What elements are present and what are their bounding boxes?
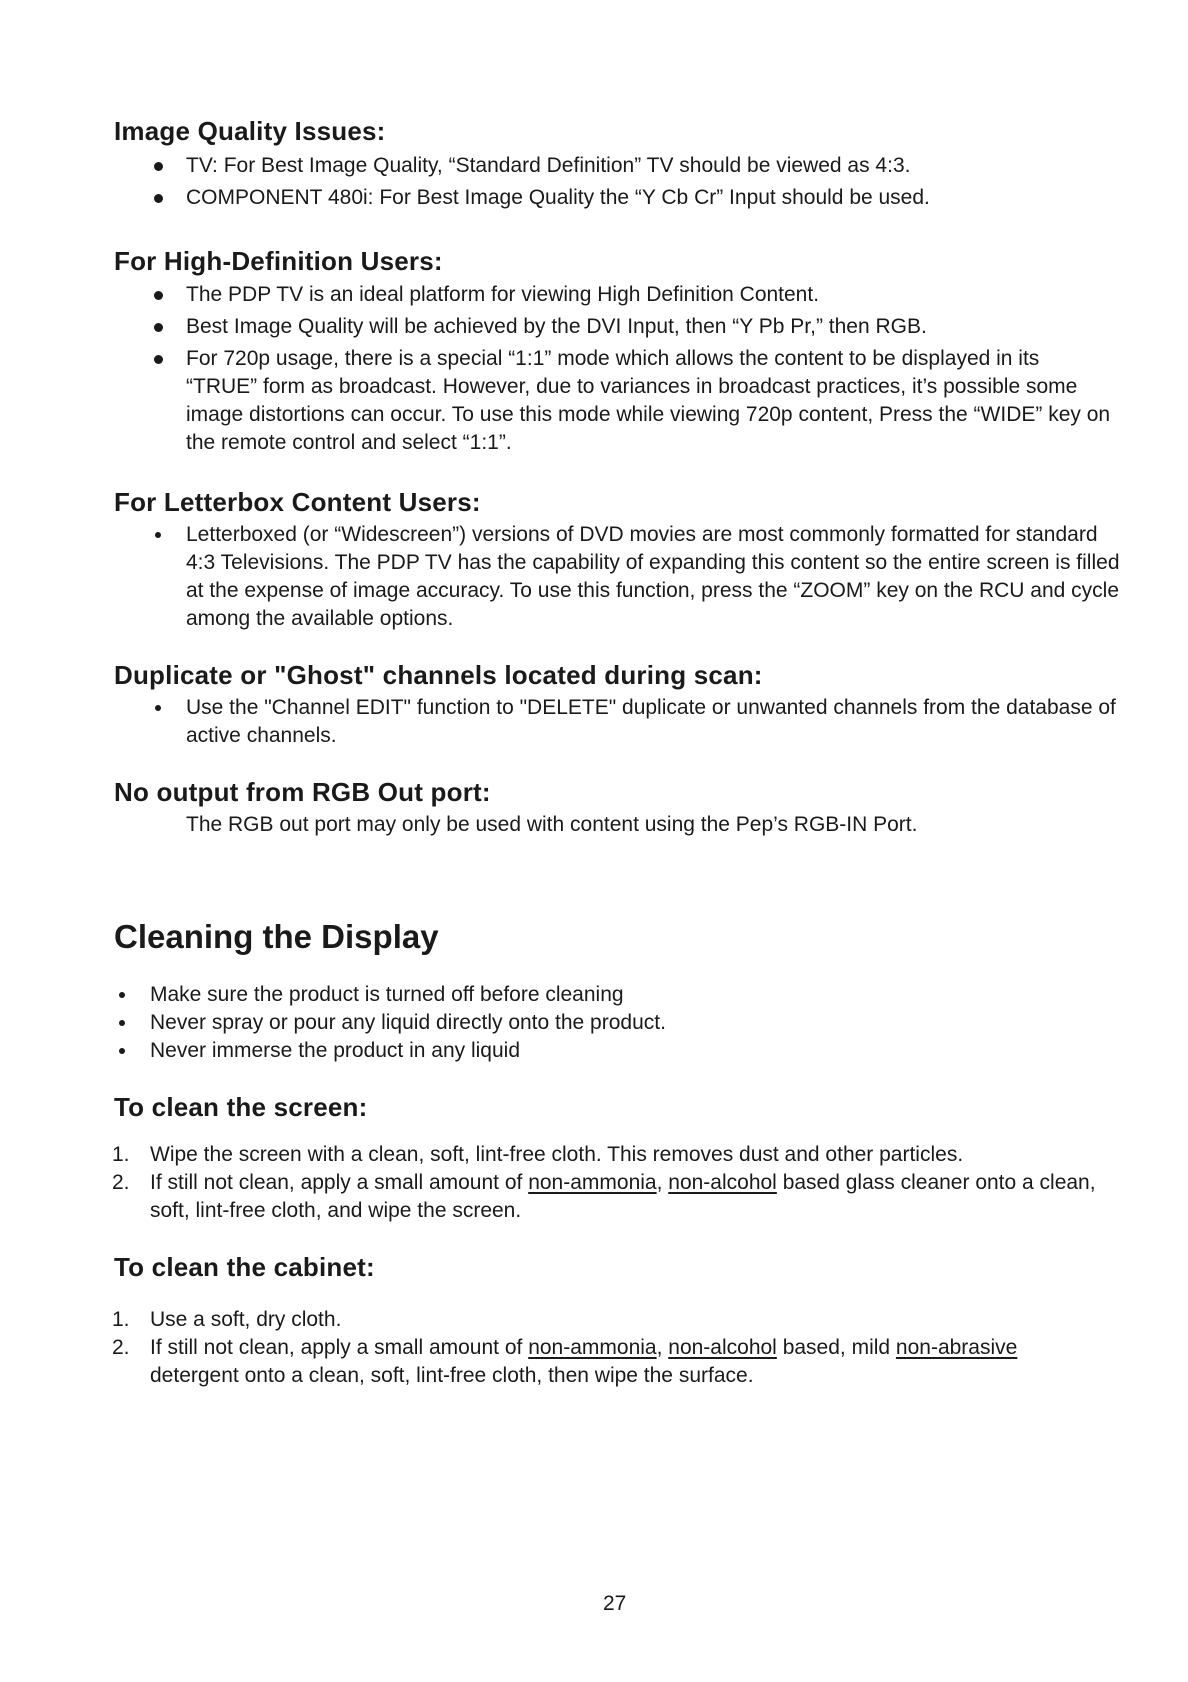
list-item: Never spray or pour any liquid directly onto the product. (150, 1009, 1110, 1037)
section-title-clean-cabinet: To clean the cabinet: (114, 1252, 375, 1282)
section-title-ghost-channels: Duplicate or "Ghost" channels located during scan: (114, 660, 763, 690)
list-item: For 720p usage, there is a special “1:1” mode which allows the content to be displayed in its “TRUE” form as broadcast. However, due to variances in broadcast practices, it’s possible some image distortions can occur. To use this mode while viewing 720p content, Press the “WIDE” key on the remote control and select “1:1”. (186, 345, 1116, 457)
list-item: 1. Wipe the screen with a clean, soft, lint-free cloth. This removes dust and other particles. (112, 1143, 964, 1166)
section-title-letterbox: For Letterbox Content Users: (114, 487, 481, 517)
page-number: 27 (603, 1592, 627, 1615)
section-title-clean-screen: To clean the screen: (114, 1092, 368, 1122)
list-item: 2. If still not clean, apply a small amount of non-ammonia, non-alcohol based, mild non-abrasive detergent onto a clean, soft, lint-free cloth, then wipe the surface. (112, 1336, 1018, 1387)
section-title-high-definition: For High-Definition Users: (114, 246, 443, 276)
image-quality-list (186, 152, 1116, 212)
list-item: TV: For Best Image Quality, “Standard Definition” TV should be viewed as 4:3. (186, 152, 1116, 180)
high-definition-list (186, 281, 1116, 457)
list-item: Never immerse the product in any liquid (150, 1037, 1110, 1065)
section-title-image-quality: Image Quality Issues: (114, 116, 386, 146)
cleaning-title: Cleaning the Display (114, 918, 439, 955)
cleaning-list (150, 981, 1110, 1065)
list-item: Letterboxed (or “Widescreen”) versions of DVD movies are most commonly formatted for standard 4:3 Televisions. The PDP TV has the capability of expanding this content so the entire screen is filled at the expense of image accuracy. To use this function, press the “ZOOM” key on the RCU and cycle among the available options. (186, 521, 1121, 633)
list-item: Use the "Channel EDIT" function to "DELETE" duplicate or unwanted channels from the database of active channels. (186, 694, 1121, 750)
section-title-rgb-out: No output from RGB Out port: (114, 777, 491, 807)
list-item: 2. If still not clean, apply a small amount of non-ammonia, non-alcohol based glass cleaner onto a clean, soft, lint-free cloth, and wipe the screen. (112, 1171, 1096, 1222)
list-item: Make sure the product is turned off before cleaning (150, 981, 1110, 1009)
ghost-channels-list (186, 694, 1121, 750)
clean-screen-steps (112, 1141, 1100, 1225)
rgb-out-text: The RGB out port may only be used with content using the Pep’s RGB-IN Port. (186, 813, 918, 836)
clean-cabinet-steps (112, 1306, 1020, 1390)
list-item: 1. Use a soft, dry cloth. (112, 1308, 342, 1331)
list-item: Best Image Quality will be achieved by the DVI Input, then “Y Pb Pr,” then RGB. (186, 313, 1116, 341)
list-item: The PDP TV is an ideal platform for viewing High Definition Content. (186, 281, 1116, 309)
letterbox-list (186, 521, 1121, 633)
list-item: COMPONENT 480i: For Best Image Quality the “Y Cb Cr” Input should be used. (186, 184, 1116, 212)
